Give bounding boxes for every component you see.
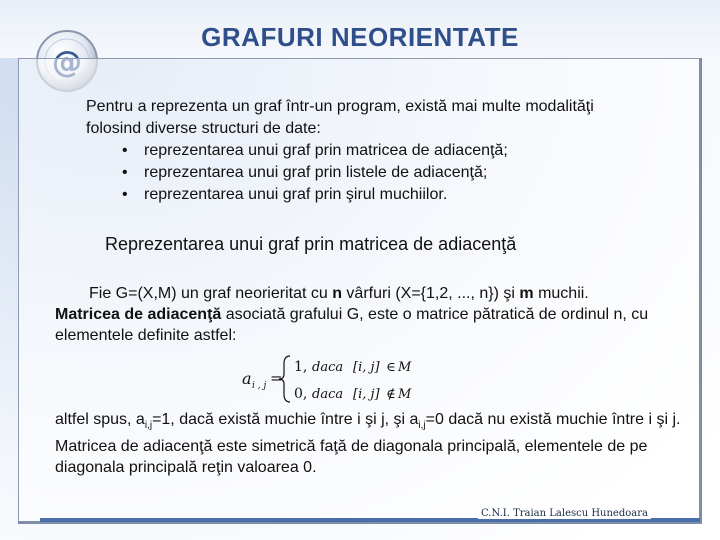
bullet-icon: • — [122, 186, 128, 203]
list-item-text: reprezentarea unui graf prin şirul muchiilor. — [144, 186, 448, 203]
m-variable: m — [519, 285, 534, 302]
bullet-icon: • — [122, 142, 128, 159]
adjacency-matrix-term: Matricea de adiacenţă — [55, 306, 222, 323]
section-heading: Reprezentarea unui graf prin matricea de adiacenţă — [105, 234, 517, 254]
svg-text:0,: 0, — [294, 386, 308, 402]
svg-text:=: = — [270, 369, 283, 387]
svg-text:∈: ∈ — [386, 360, 396, 375]
svg-text:daca: daca — [312, 387, 344, 402]
intro-line-1: Pentru a reprezenta un graf într-un program, există mai multe modalităţi — [86, 98, 594, 115]
intro-line-2: folosind diverse structuri de date: — [86, 120, 321, 137]
explanation-paragraph: altfel spus, $a_{i,j}=1$, dacă există muchie între i şi j, şi $a_{i,j}=0$ dacă nu există muchie între i şi j. Matricea de adiacenţă este simetrică faţă de diagonala principală, elementele de pe diagonala principală reţin valoarea 0. — [55, 411, 681, 477]
bullet-icon: • — [122, 164, 128, 181]
svg-text:M: M — [398, 360, 412, 375]
svg-text:1,: 1, — [294, 359, 308, 375]
list-item — [86, 162, 686, 184]
svg-text:daca: daca — [312, 360, 344, 375]
list-item — [86, 140, 686, 162]
list-item-text: reprezentarea unui graf prin matricea de adiacenţă; — [144, 142, 508, 159]
adjacency-formula — [240, 350, 420, 408]
svg-text:[i, j]: [i, j] — [353, 360, 380, 375]
svg-text:i , j: i , j — [252, 381, 267, 391]
representation-list — [86, 140, 686, 206]
definition-paragraph: Fie G=(X,M) un graf neorieritat cu n vârfuri (X={1,2, ..., n}) şi m muchii. Matricea de adiacenţă asociată grafului G, este o matrice pătratică de ordinul n, cu elementele definite astfel: — [55, 285, 649, 344]
list-item — [86, 184, 686, 206]
svg-text:a: a — [242, 369, 252, 388]
svg-text:[i, j]: [i, j] — [353, 387, 380, 402]
school-footer: C.N.I. Traian Lalescu Hunedoara — [478, 508, 651, 519]
list-item-text: reprezentarea unui graf prin listele de adiacenţă; — [144, 164, 488, 181]
svg-text:∉: ∉ — [386, 387, 396, 402]
svg-text:M: M — [398, 387, 412, 402]
intro-block — [86, 96, 686, 206]
slide-title: GRAFURI NEORIENTATE — [201, 22, 519, 52]
n-variable: n — [332, 285, 342, 302]
